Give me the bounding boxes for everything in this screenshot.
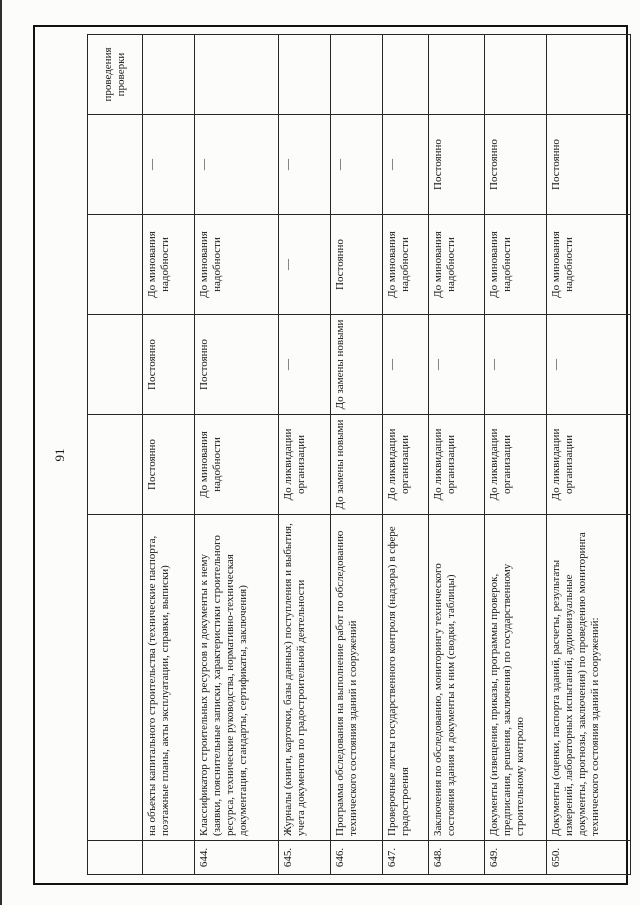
period-cell: — — [279, 315, 331, 415]
period-cell: — — [143, 115, 195, 215]
period-cell: — — [383, 315, 429, 415]
note-cell — [143, 35, 195, 115]
row-number-cell: 645. — [279, 841, 331, 875]
description-cell: Проверочные листы государственного контроля (надзора) в сфере градостроения — [383, 515, 429, 841]
table-row — [279, 35, 331, 875]
period-cell: До минования надобности — [143, 215, 195, 315]
period-cell: До минования надобности — [383, 215, 429, 315]
period-cell: — — [485, 315, 547, 415]
period-cell: — — [547, 315, 631, 415]
page-number: 91 — [52, 448, 67, 462]
note-cell — [383, 35, 429, 115]
table-header-row — [88, 35, 143, 875]
period-cell: До минования надобности — [195, 215, 279, 315]
period-cell: Постоянно — [195, 315, 279, 415]
note-cell — [195, 35, 279, 115]
table-row — [195, 35, 279, 875]
table-row — [383, 35, 429, 875]
period-cell: До минования надобности — [195, 415, 279, 515]
period-cell: — — [383, 115, 429, 215]
table-row — [485, 35, 547, 875]
period-cell: — — [331, 115, 383, 215]
period-cell: До ликвидации организации — [429, 415, 485, 515]
note-cell — [547, 35, 631, 115]
period-cell: До минования надобности — [547, 215, 631, 315]
scan-edge-artifact — [0, 0, 2, 905]
period-cell: До замены новыми — [331, 415, 383, 515]
row-number-cell: 648. — [429, 841, 485, 875]
period-cell: Постоянно — [547, 115, 631, 215]
description-cell: Журналы (книги, карточки, базы данных) поступления и выбытия, учета документов по градостроительной деятельности — [279, 515, 331, 841]
period-cell: До минования надобности — [429, 215, 485, 315]
table-row — [331, 35, 383, 875]
table-row — [429, 35, 485, 875]
period-cell: До ликвидации организации — [279, 415, 331, 515]
row-number-cell — [143, 841, 195, 875]
description-cell: Программа обследования на выполнение работ по обследованию технического состояния зданий и сооружений — [331, 515, 383, 841]
row-number-cell: 644. — [195, 841, 279, 875]
period-cell: До замены новыми — [331, 315, 383, 415]
period-cell: Постоянно — [429, 115, 485, 215]
period-cell: — — [195, 115, 279, 215]
period-cell: Постоянно — [331, 215, 383, 315]
row-number-cell: 650. — [547, 841, 631, 875]
retention-schedule-table — [87, 34, 631, 875]
period-cell: Постоянно — [143, 415, 195, 515]
header-cell-empty — [88, 415, 143, 515]
note-cell — [429, 35, 485, 115]
rotated-landscape-content — [33, 25, 628, 885]
row-number-cell: 647. — [383, 841, 429, 875]
note-cell — [279, 35, 331, 115]
table-row — [547, 35, 631, 875]
period-cell: — — [279, 215, 331, 315]
period-cell: До минования надобности — [485, 215, 547, 315]
note-cell — [485, 35, 547, 115]
description-cell: Классификатор строительных ресурсов и документы к нему (заявки, пояснительные записки, характеристики строительного ресурса, технические руководства, нормативно-техническая документация, стандарты, сертификаты, заключения) — [195, 515, 279, 841]
description-cell: Заключения по обследованию, мониторингу технического состояния здания и документы к ним (сводки, таблицы) — [429, 515, 485, 841]
header-cell-empty — [88, 841, 143, 875]
period-cell: — — [279, 115, 331, 215]
period-cell: До ликвидации организации — [547, 415, 631, 515]
header-cell-empty — [88, 315, 143, 415]
header-cell-continued-fragment: проведения проверки — [88, 35, 143, 115]
note-cell — [331, 35, 383, 115]
header-cell-empty — [88, 515, 143, 841]
row-number-cell: 646. — [331, 841, 383, 875]
header-cell-empty — [88, 215, 143, 315]
description-cell: на объекты капитального строительства (технические паспорта, поэтажные планы, акты эксплуатации, справки, выписки) — [143, 515, 195, 841]
period-cell: Постоянно — [485, 115, 547, 215]
period-cell: Постоянно — [143, 315, 195, 415]
period-cell: До ликвидации организации — [383, 415, 429, 515]
table-row — [143, 35, 195, 875]
period-cell: До ликвидации организации — [485, 415, 547, 515]
description-cell: Документы (оценки, паспорта зданий, расчеты, результаты измерений, лабораторных испытаний, аудиовизуальные документы, прогнозы, заключения) по проведению мониторинга технического состояния зданий и сооружений: — [547, 515, 631, 841]
period-cell: — — [429, 315, 485, 415]
description-cell: Документы (извещения, приказы, программы проверок, предписания, решения, заключения) по государственному строительному контролю — [485, 515, 547, 841]
row-number-cell: 649. — [485, 841, 547, 875]
header-cell-empty — [88, 115, 143, 215]
